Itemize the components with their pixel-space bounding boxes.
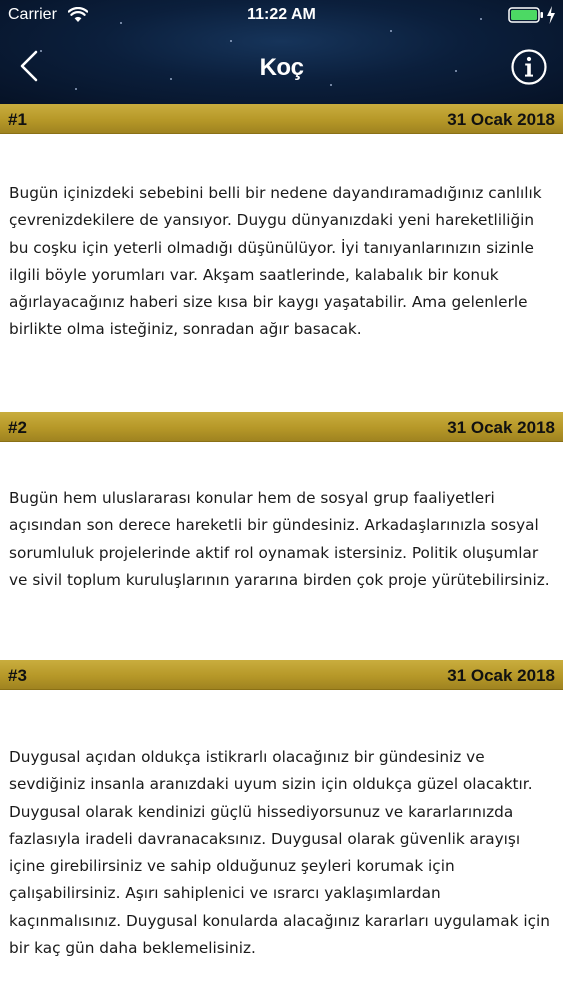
section-number: #1 bbox=[8, 110, 27, 129]
section-header bbox=[0, 660, 563, 690]
status-time: 11:22 AM bbox=[247, 6, 316, 23]
section-header bbox=[0, 104, 563, 134]
section-date: 31 Ocak 2018 bbox=[447, 666, 555, 685]
info-button[interactable] bbox=[510, 48, 548, 86]
carrier-label: Carrier bbox=[8, 6, 57, 23]
star-decoration bbox=[390, 30, 392, 32]
section-number: #3 bbox=[8, 666, 27, 685]
section-header bbox=[0, 412, 563, 442]
section-date: 31 Ocak 2018 bbox=[447, 418, 555, 437]
section-text: Bugün içinizdeki sebebini belli bir nedene dayandıramadığınız canlılık çevrenizdekilere de yansıyor. Duygu dünyanızdaki yeni hareketliliğin bu coşku için yeterli olmadığı düşünülüyor. İyi tanıyanlarınızın sizinle ilgili böyle yorumları var. Akşam saatlerinde, kalabalık bir konuk ağırlayacağınız haberi size kısa bir kaygı yaşatabilir. Ama gelenlerle birlikte olma isteğiniz, sonradan ağır basacak. bbox=[9, 184, 542, 339]
section-date: 31 Ocak 2018 bbox=[447, 110, 555, 129]
navigation-bar bbox=[0, 36, 563, 100]
charging-bolt-icon bbox=[546, 6, 556, 24]
section-text: Duygusal açıdan oldukça istikrarlı olacağınız bir gündesiniz ve sevdiğiniz insanla aranızdaki uyum sizin için oldukça güzel olacaktır. Duygusal olarak kendinizi güçlü hissediyorsunuz ve kararlarınızda fazlasıyla iradeli davranacaksınız. Duygusal olarak güvenlik arayışı içine girebilirsiniz ve sahip olduğunuz şeyleri korumak için çalışabilirsiniz. Aşırı sahiplenici ve ısrarcı yaklaşımlardan kaçınmalısınız. Duygusal konularda alacağınız kararları uygulamak için bir kaç gün daha beklemelisiniz. bbox=[9, 748, 550, 958]
section-number: #2 bbox=[8, 418, 27, 437]
page-title: Koç bbox=[259, 54, 304, 81]
status-bar bbox=[0, 0, 563, 30]
header bbox=[0, 0, 563, 104]
battery-icon bbox=[508, 7, 544, 23]
horoscope-list[interactable] bbox=[0, 104, 563, 962]
info-circle-icon bbox=[510, 48, 548, 86]
section-text: Bugün hem uluslararası konular hem de sosyal grup faaliyetleri açısından son derece hareketli bir gündesiniz. Arkadaşlarınızla sosyal sorumluluk projelerinde aktif rol oynamak istersiniz. Politik oluşumlar ve sivil toplum kuruluşlarının yararına birden çok proje yürütebilirsiniz. bbox=[9, 489, 550, 589]
